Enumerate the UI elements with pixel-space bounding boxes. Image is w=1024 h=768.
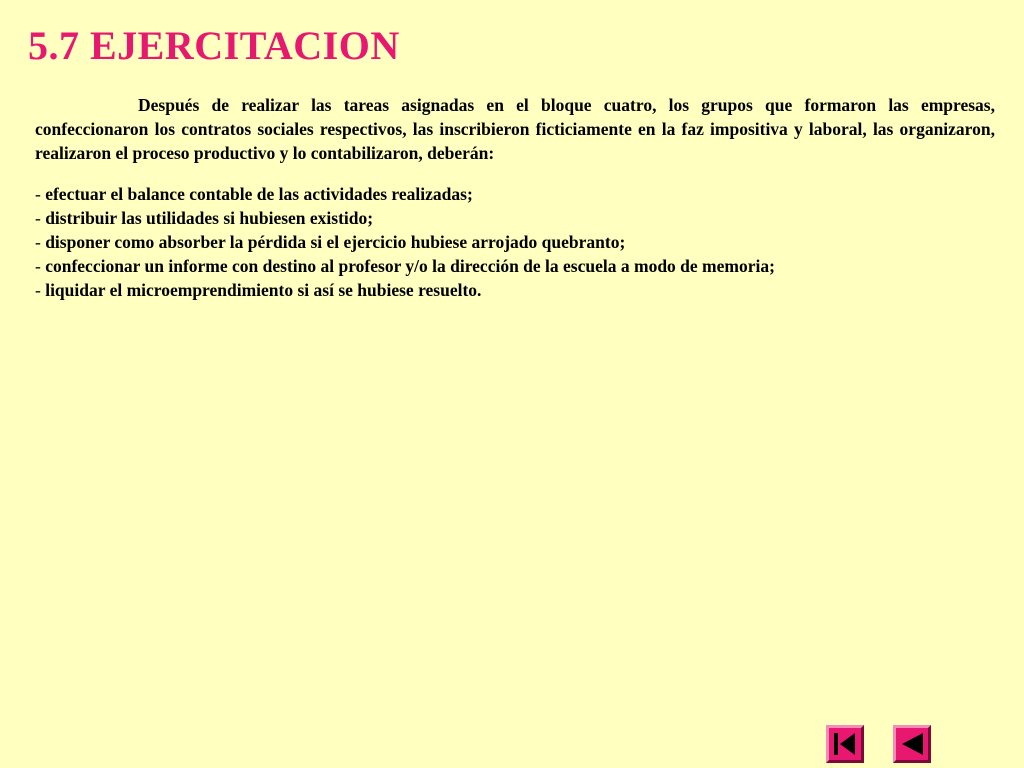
slide-title: 5.7 EJERCITACION (28, 23, 400, 68)
list-item (35, 278, 775, 302)
list-dash: - (35, 280, 46, 300)
list-item-text: liquidar el microemprendimiento si así se hubiese resuelto. (45, 280, 482, 300)
list-item-text: disponer como absorber la pérdida si el ejercicio hubiese arrojado quebranto; (45, 232, 626, 252)
skip-to-first-icon (829, 728, 861, 760)
list-item (35, 206, 775, 230)
list-item-text: distribuir las utilidades si hubiesen existido; (45, 208, 374, 228)
list-dash: - (35, 256, 46, 276)
previous-slide-button[interactable] (893, 725, 931, 763)
first-slide-button[interactable] (826, 725, 864, 763)
list-dash: - (35, 232, 46, 252)
list-item (35, 254, 775, 278)
intro-paragraph: Después de realizar las tareas asignadas en el bloque cuatro, los grupos que formaron las empresas, confeccionaron los contratos sociales respectivos, las inscribieron ficticiamente en la faz impositiva y laboral, las organizaron, realizaron el proceso productivo y lo contabilizaron, deberán: (35, 95, 995, 163)
list-item-text: confeccionar un informe con destino al profesor y/o la dirección de la escuela a modo de memoria; (45, 256, 775, 276)
list-item-text: efectuar el balance contable de las actividades realizadas; (45, 184, 473, 204)
list-item (35, 230, 775, 254)
task-list (35, 182, 775, 302)
previous-triangle-icon (896, 728, 928, 760)
list-dash: - (35, 208, 46, 228)
list-item (35, 182, 775, 206)
list-dash: - (35, 184, 46, 204)
